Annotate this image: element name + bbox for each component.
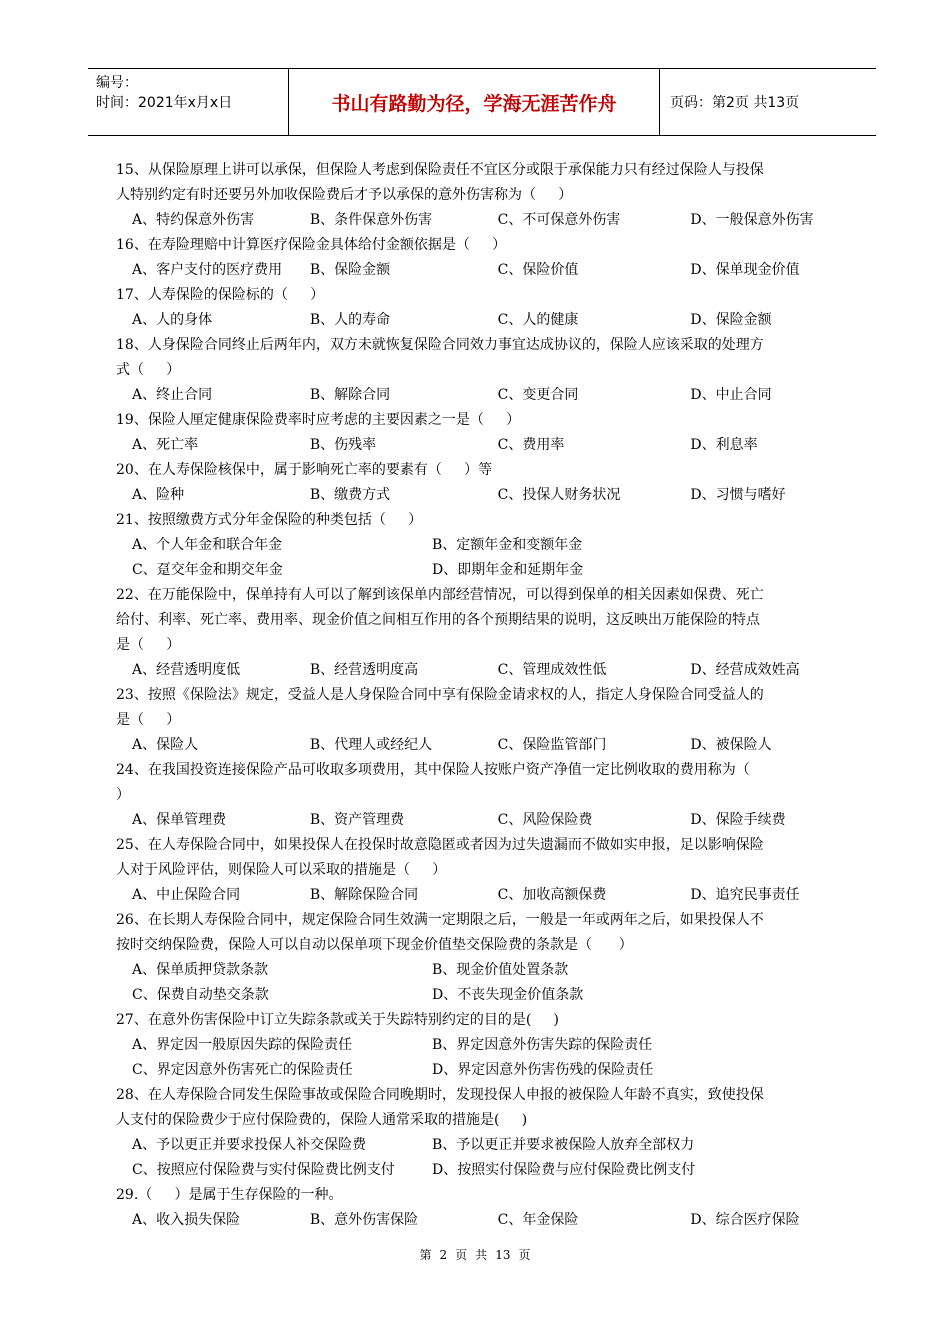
option-row	[116, 1208, 888, 1233]
question	[116, 1008, 888, 1083]
answer-option: B、伤残率	[309, 437, 377, 453]
question-text: 按时交纳保险费，保险人可以自动以保单项下现金价值垫交保险费的条款是（ ）	[116, 937, 633, 953]
option-row	[116, 1033, 888, 1058]
option-row	[116, 533, 888, 558]
page-footer	[0, 1246, 950, 1263]
answer-option: C、费用率	[497, 437, 565, 453]
header-meta	[88, 69, 288, 135]
question	[116, 583, 888, 683]
answer-option: A、特约保意外伤害	[132, 212, 255, 228]
answer-option: D、不丧失现金价值条款	[432, 987, 584, 1003]
answer-option: C、加收高额保费	[497, 887, 607, 903]
answer-option: C、不可保意外伤害	[497, 212, 621, 228]
question	[116, 1183, 888, 1233]
answer-option: C、按照应付保险费与实付保险费比例支付	[132, 1162, 395, 1178]
question-text: 16、在寿险理赔中计算医疗保险金具体给付金额依据是（ ）	[116, 237, 507, 253]
answer-option: B、条件保意外伤害	[309, 212, 433, 228]
option-row	[116, 733, 888, 758]
answer-option: A、险种	[132, 487, 185, 503]
answer-option: C、保险监管部门	[497, 737, 607, 753]
question-text: 25、在人寿保险合同中，如果投保人在投保时故意隐匿或者因为过失遗漏而不做如实申报，足以影响保险	[116, 837, 764, 853]
time-label: 时间：2021年x月x日	[96, 95, 233, 111]
footer-total-pages: 13	[495, 1248, 511, 1262]
answer-option: C、人的健康	[497, 312, 579, 328]
answer-option: C、界定因意外伤害死亡的保险责任	[132, 1062, 353, 1078]
answer-option: A、客户支付的医疗费用	[132, 262, 283, 278]
footer-page-number: 2	[439, 1248, 448, 1262]
answer-option: D、中止合同	[690, 387, 772, 403]
answer-option: B、意外伤害保险	[309, 1212, 419, 1228]
question-text: 给付、利率、死亡率、费用率、现金价值之间相互作用的各个预期结果的说明，这反映出万能保险的特点	[116, 612, 760, 628]
answer-option: D、追究民事责任	[690, 887, 800, 903]
question	[116, 758, 888, 833]
answer-option: D、被保险人	[690, 737, 772, 753]
question-text: 式（ ）	[116, 362, 181, 378]
footer-text: 共	[475, 1248, 488, 1262]
question-text: 人特别约定有时还要另外加收保险费后才予以承保的意外伤害称为（ ）	[116, 187, 573, 203]
question-text: 27、在意外伤害保险中订立失踪条款或关于失踪特别约定的目的是( )	[116, 1012, 559, 1028]
question-text: 19、保险人厘定健康保险费率时应考虑的主要因素之一是（ ）	[116, 412, 521, 428]
answer-option: C、变更合同	[497, 387, 579, 403]
answer-option: B、解除合同	[309, 387, 391, 403]
option-row	[116, 808, 888, 833]
question	[116, 683, 888, 758]
answer-option: D、综合医疗保险	[690, 1212, 800, 1228]
answer-option: A、保险人	[132, 737, 199, 753]
question	[116, 508, 888, 583]
question-list	[116, 158, 888, 1233]
question	[116, 458, 888, 508]
answer-option: A、经营透明度低	[132, 662, 241, 678]
answer-option: B、解除保险合同	[309, 887, 419, 903]
question-text: 24、在我国投资连接保险产品可收取多项费用，其中保险人按账户资产净值一定比例收取的费用称为（	[116, 762, 750, 778]
answer-option: B、代理人或经纪人	[309, 737, 433, 753]
code-label: 编号：	[96, 75, 138, 91]
question	[116, 408, 888, 458]
question	[116, 1083, 888, 1183]
question	[116, 233, 888, 283]
option-row	[116, 433, 888, 458]
motto: 书山有路勤为径，学海无涯苦作舟	[288, 69, 660, 135]
footer-text: 页	[518, 1248, 531, 1262]
answer-option: D、按照实付保险费与应付保险费比例支付	[432, 1162, 696, 1178]
question-text: 29.（ ）是属于生存保险的一种。	[116, 1187, 343, 1203]
answer-option: B、缴费方式	[309, 487, 391, 503]
option-row	[116, 208, 888, 233]
page-label: 页码：第2页 共13页	[670, 95, 800, 111]
question-text: 20、在人寿保险核保中，属于影响死亡率的要素有（ ）等	[116, 462, 493, 478]
question-text: 17、人寿保险的保险标的（ ）	[116, 287, 325, 303]
answer-option: A、个人年金和联合年金	[132, 537, 283, 553]
option-row	[116, 658, 888, 683]
answer-option: D、即期年金和延期年金	[432, 562, 584, 578]
answer-option: C、年金保险	[497, 1212, 579, 1228]
question-text: 28、在人寿保险合同发生保险事故或保险合同晚期时，发现投保人申报的被保险人年龄不真实，致使投保	[116, 1087, 764, 1103]
answer-option: D、利息率	[690, 437, 758, 453]
answer-option: C、管理成效性低	[497, 662, 607, 678]
answer-option: A、保单管理费	[132, 812, 227, 828]
option-row	[116, 958, 888, 983]
question	[116, 333, 888, 408]
option-row	[116, 883, 888, 908]
option-row	[116, 1133, 888, 1158]
question-text: 18、人身保险合同终止后两年内，双方未就恢复保险合同效力事宜达成协议的，保险人应该采取的处理方	[116, 337, 764, 353]
question-text: 21、按照缴费方式分年金保险的种类包括（ ）	[116, 512, 423, 528]
answer-option: C、保费自动垫交条款	[132, 987, 269, 1003]
answer-option: B、经营透明度高	[309, 662, 419, 678]
question-text: 26、在长期人寿保险合同中，规定保险合同生效满一定期限之后，一般是一年或两年之后，如果投保人不	[116, 912, 764, 928]
answer-option: C、风险保险费	[497, 812, 593, 828]
footer-text: 页	[455, 1248, 468, 1262]
answer-option: B、现金价值处置条款	[432, 962, 569, 978]
option-row	[116, 1058, 888, 1083]
option-row	[116, 383, 888, 408]
answer-option: B、予以更正并要求被保险人放弃全部权力	[432, 1137, 695, 1153]
question	[116, 283, 888, 333]
question-text: ）	[116, 787, 130, 803]
answer-option: B、资产管理费	[309, 812, 405, 828]
answer-option: C、趸交年金和期交年金	[132, 562, 283, 578]
question-text: 是（ ）	[116, 712, 181, 728]
option-row	[116, 258, 888, 283]
answer-option: B、保险金额	[309, 262, 391, 278]
answer-option: D、保险金额	[690, 312, 772, 328]
option-row	[116, 983, 888, 1008]
answer-option: C、投保人财务状况	[497, 487, 621, 503]
answer-option: A、死亡率	[132, 437, 199, 453]
answer-option: D、保险手续费	[690, 812, 786, 828]
option-row	[116, 483, 888, 508]
answer-option: B、定额年金和变额年金	[432, 537, 583, 553]
answer-option: D、界定因意外伤害伤残的保险责任	[432, 1062, 654, 1078]
question-text: 22、在万能保险中，保单持有人可以了解到该保单内部经营情况，可以得到保单的相关因素如保费、死亡	[116, 587, 764, 603]
answer-option: D、经营成效姓高	[690, 662, 800, 678]
answer-option: A、收入损失保险	[132, 1212, 241, 1228]
answer-option: A、中止保险合同	[132, 887, 241, 903]
question	[116, 833, 888, 908]
answer-option: A、终止合同	[132, 387, 213, 403]
answer-option: D、习惯与嗜好	[690, 487, 786, 503]
answer-option: D、保单现金价值	[690, 262, 800, 278]
answer-option: B、人的寿命	[309, 312, 391, 328]
question-text: 23、按照《保险法》规定，受益人是人身保险合同中享有保险金请求权的人，指定人身保险合同受益人的	[116, 687, 764, 703]
answer-option: D、一般保意外伤害	[690, 212, 814, 228]
question-text: 15、从保险原理上讲可以承保，但保险人考虑到保险责任不宜区分或限于承保能力只有经过保险人与投保	[116, 162, 764, 178]
question-text: 是（ ）	[116, 637, 181, 653]
option-row	[116, 308, 888, 333]
option-row	[116, 1158, 888, 1183]
answer-option: A、予以更正并要求投保人补交保险费	[132, 1137, 367, 1153]
option-row	[116, 558, 888, 583]
question-text: 人对于风险评估，则保险人可以采取的措施是（ ）	[116, 862, 447, 878]
answer-option: C、保险价值	[497, 262, 579, 278]
footer-text: 第	[419, 1248, 432, 1262]
question	[116, 908, 888, 1008]
answer-option: A、人的身体	[132, 312, 213, 328]
answer-option: A、保单质押贷款条款	[132, 962, 269, 978]
page-header	[88, 68, 876, 136]
question	[116, 158, 888, 233]
question-text: 人支付的保险费少于应付保险费的，保险人通常采取的措施是( )	[116, 1112, 528, 1128]
answer-option: B、界定因意外伤害失踪的保险责任	[432, 1037, 653, 1053]
answer-option: A、界定因一般原因失踪的保险责任	[132, 1037, 353, 1053]
